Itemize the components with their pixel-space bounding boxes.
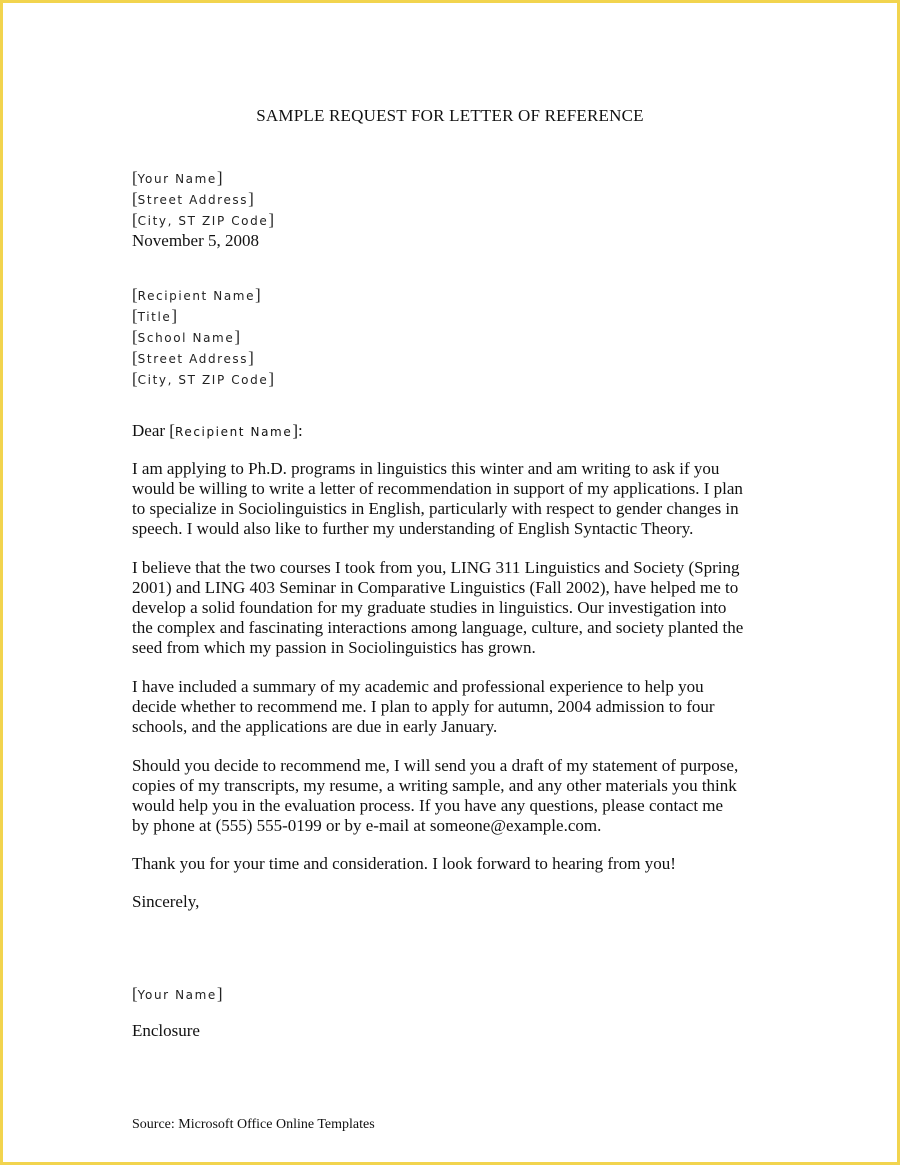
sender-city: [City, ST ZIP Code] [132,210,274,229]
paragraph-line: would be willing to write a letter of recommendation in support of my applications. I plan [132,479,743,498]
paragraph-line: copies of my transcripts, my resume, a writing sample, and any other materials you think [132,776,737,795]
recipient-address-block [132,285,772,390]
sender-street: [Street Address] [132,189,254,208]
body-paragraph-1 [132,459,772,539]
paragraph-line: I believe that the two courses I took from you, LING 311 Linguistics and Society (Spring [132,558,740,577]
paragraph-line: I have included a summary of my academic and professional experience to help you [132,677,704,696]
closing: Sincerely, [132,892,200,911]
paragraph-line: would help you in the evaluation process. If you have any questions, please contact me [132,796,724,815]
paragraph-line: develop a solid foundation for my graduate studies in linguistics. Our investigation into [132,598,727,617]
sender-address-block [132,168,772,251]
sender-name: [Your Name] [132,168,223,187]
enclosure: Enclosure [132,1021,200,1040]
paragraph-line: I am applying to Ph.D. programs in linguistics this winter and am writing to ask if you [132,459,720,478]
document-title: SAMPLE REQUEST FOR LETTER OF REFERENCE [256,106,644,125]
paragraph-line: to specialize in Sociolinguistics in English, particularly with respect to gender changes in [132,499,739,518]
recipient-title: [Title] [132,306,178,325]
paragraph-line: Thank you for your time and consideration. I look forward to hearing from you! [132,854,676,873]
body-paragraph-3 [132,677,772,737]
paragraph-line: speech. I would also like to further my understanding of English Syntactic Theory. [132,519,694,538]
paragraph-line: by phone at (555) 555-0199 or by e-mail at someone@example.com. [132,816,602,835]
paragraph-line: the complex and fascinating interactions among language, culture, and society planted the [132,618,744,637]
paragraph-line: seed from which my passion in Sociolinguistics has grown. [132,638,536,657]
salutation: Dear [Recipient Name]: [132,421,303,440]
source-note: Source: Microsoft Office Online Templates [132,1117,375,1132]
body-paragraph-2 [132,558,772,658]
paragraph-line: Should you decide to recommend me, I will send you a draft of my statement of purpose, [132,756,739,775]
recipient-city: [City, ST ZIP Code] [132,369,274,388]
paragraph-line: decide whether to recommend me. I plan to apply for autumn, 2004 admission to four [132,697,715,716]
body-paragraph-4 [132,756,772,836]
recipient-school: [School Name] [132,327,240,346]
recipient-street: [Street Address] [132,348,254,367]
paragraph-line: 2001) and LING 403 Seminar in Comparative Linguistics (Fall 2002), have helped me to [132,578,739,597]
letter-date: November 5, 2008 [132,231,260,250]
signature-name: [Your Name] [132,984,223,1003]
body-paragraph-5 [132,854,772,874]
paragraph-line: schools, and the applications are due in early January. [132,717,498,736]
recipient-name: [Recipient Name] [132,285,261,304]
